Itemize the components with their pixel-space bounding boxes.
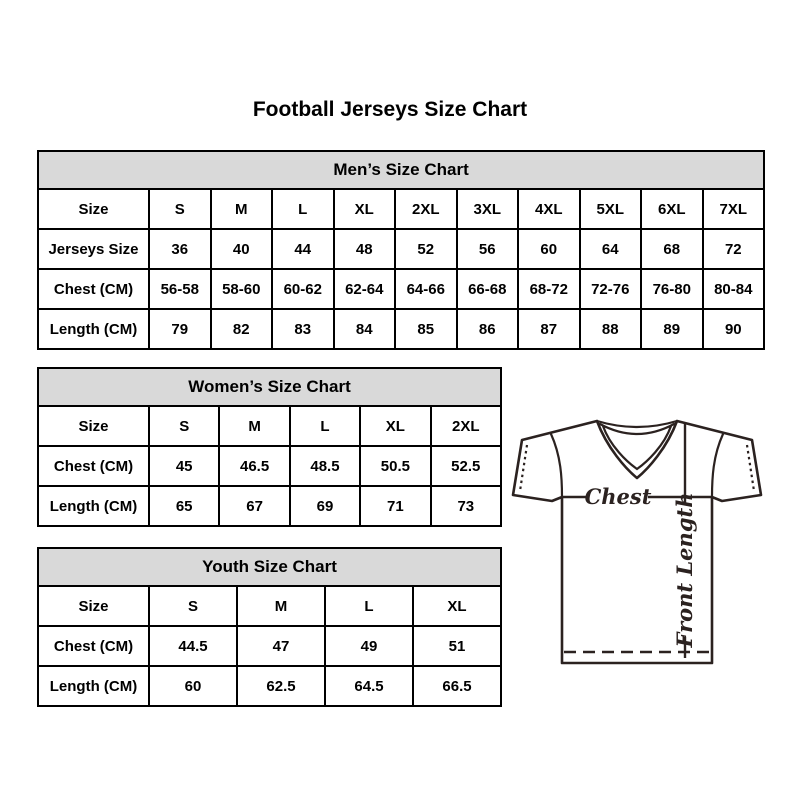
cell: 68-72 [518,269,580,309]
mens-size-chart-row [38,309,764,349]
cell: 76-80 [641,269,703,309]
cell: 40 [211,229,273,269]
cell: 67 [219,486,289,526]
row-header: Size [38,586,149,626]
cell: 2XL [431,406,501,446]
cell: XL [334,189,396,229]
cell: 49 [325,626,413,666]
womens-size-chart-row [38,406,501,446]
cell: 6XL [641,189,703,229]
cell: L [290,406,360,446]
cell: 58-60 [211,269,273,309]
cell: 46.5 [219,446,289,486]
womens-size-chart-title: Women’s Size Chart [38,368,501,406]
mens-size-chart-title: Men’s Size Chart [38,151,764,189]
cell: 48.5 [290,446,360,486]
cell: 85 [395,309,457,349]
youth-size-chart-row [38,586,501,626]
cell: XL [413,586,501,626]
cell: 7XL [703,189,765,229]
cell: 44 [272,229,334,269]
cell: 60-62 [272,269,334,309]
page-title: Football Jerseys Size Chart [252,98,528,121]
row-header: Jerseys Size [38,229,149,269]
cell: 44.5 [149,626,237,666]
cell: 62-64 [334,269,396,309]
cell: 60 [149,666,237,706]
chest-label: Chest [584,484,652,509]
row-header: Size [38,406,149,446]
youth-size-chart-row [38,666,501,706]
cell: 56 [457,229,519,269]
womens-size-table [37,367,502,527]
cell: 88 [580,309,642,349]
cell: 87 [518,309,580,349]
cell: 64 [580,229,642,269]
row-header: Length (CM) [38,666,149,706]
cell: 72 [703,229,765,269]
cell: 82 [211,309,273,349]
cell: 89 [641,309,703,349]
mens-size-chart-row [38,229,764,269]
collar-arc-outer [597,421,677,427]
row-header: Length (CM) [38,486,149,526]
cell: M [211,189,273,229]
cell: 51 [413,626,501,666]
cell: 72-76 [580,269,642,309]
row-header: Size [38,189,149,229]
cell: 83 [272,309,334,349]
cell: 2XL [395,189,457,229]
cell: L [272,189,334,229]
cell: 3XL [457,189,519,229]
row-header: Length (CM) [38,309,149,349]
mens-size-chart-row [38,269,764,309]
mens-size-table [37,150,765,350]
row-header: Chest (CM) [38,626,149,666]
row-header: Chest (CM) [38,446,149,486]
cell: 66.5 [413,666,501,706]
cell: 66-68 [457,269,519,309]
cell: 5XL [580,189,642,229]
row-header: Chest (CM) [38,269,149,309]
cell: 4XL [518,189,580,229]
cell: S [149,586,237,626]
cell: 84 [334,309,396,349]
cell: 47 [237,626,325,666]
womens-size-chart-row [38,446,501,486]
youth-size-chart-row [38,626,501,666]
womens-size-chart-row [38,486,501,526]
cell: 65 [149,486,219,526]
cell: 64.5 [325,666,413,706]
cell: 86 [457,309,519,349]
cell: 73 [431,486,501,526]
cell: L [325,586,413,626]
cell: 64-66 [395,269,457,309]
cell: 69 [290,486,360,526]
cell: 48 [334,229,396,269]
cell: S [149,406,219,446]
cell: M [237,586,325,626]
cell: 45 [149,446,219,486]
mens-size-chart-row [38,189,764,229]
cell: 52.5 [431,446,501,486]
cell: 71 [360,486,430,526]
cell: 50.5 [360,446,430,486]
cell: 62.5 [237,666,325,706]
jersey-diagram-icon [505,396,777,676]
youth-size-table [37,547,502,707]
cell: 80-84 [703,269,765,309]
cell: 36 [149,229,211,269]
jersey-measurement-diagram [505,396,777,676]
youth-size-chart-title: Youth Size Chart [38,548,501,586]
cell: 60 [518,229,580,269]
front-length-label: Front Length [672,492,697,648]
cell: 56-58 [149,269,211,309]
cell: S [149,189,211,229]
cell: 52 [395,229,457,269]
cell: 90 [703,309,765,349]
cell: 68 [641,229,703,269]
cell: 79 [149,309,211,349]
cell: XL [360,406,430,446]
cell: M [219,406,289,446]
jersey-outline [513,421,761,663]
